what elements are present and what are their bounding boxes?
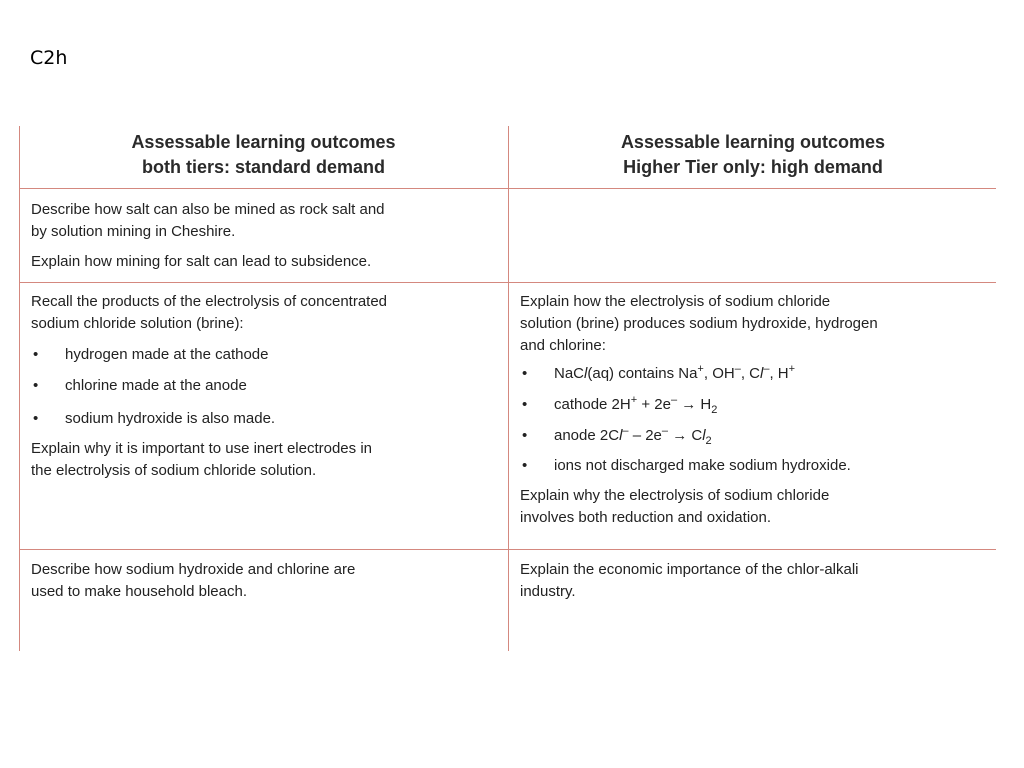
list-item	[520, 425, 992, 447]
bullet-icon: •	[33, 410, 39, 427]
cell-text: Explain the economic importance of the chlor-alkali	[520, 561, 859, 578]
table-column-divider	[508, 126, 509, 651]
cell-text: solution (brine) produces sodium hydroxide, hydrogen	[520, 315, 878, 332]
list-item	[520, 455, 992, 477]
column-header-line: Assessable learning outcomes	[620, 132, 886, 152]
row2-standard-cell	[31, 291, 503, 482]
chem-subscript: 2	[711, 404, 718, 416]
equation-anode	[554, 425, 712, 447]
column-header-line: Assessable learning outcomes	[131, 132, 396, 152]
slide-title: C2h	[30, 47, 68, 69]
chem-text: l	[584, 365, 588, 382]
list-item-text: chlorine made at the anode	[65, 377, 247, 394]
chem-text: cathode 2H	[554, 396, 631, 413]
bullet-icon: •	[33, 346, 39, 363]
chem-text: l	[760, 365, 764, 382]
bullet-icon: •	[522, 396, 528, 413]
row2-higher-cell	[520, 291, 992, 529]
chem-text: l	[619, 427, 623, 444]
cell-text: Describe how salt can also be mined as rock salt and	[31, 201, 385, 218]
list-item-text: sodium hydroxide is also made.	[65, 410, 276, 427]
column-header-standard	[19, 130, 508, 180]
list-item	[520, 363, 992, 385]
cell-text: Explain how mining for salt can lead to subsidence.	[31, 253, 372, 270]
row3-higher-cell	[520, 559, 992, 603]
chem-subscript: 2	[705, 435, 712, 447]
outcomes-table	[19, 126, 996, 651]
column-header-line: both tiers: standard demand	[141, 157, 386, 177]
cell-text: Recall the products of the electrolysis of concentrated	[31, 293, 388, 310]
chem-text: – 2e	[628, 427, 662, 444]
chem-text: , C	[740, 365, 760, 382]
chem-text: → C	[668, 427, 703, 444]
list-item	[520, 394, 992, 416]
chem-text: (aq) contains Na	[587, 365, 698, 382]
list-item	[31, 375, 503, 397]
cell-text: by solution mining in Cheshire.	[31, 223, 236, 240]
cell-text: and chlorine:	[520, 337, 606, 354]
chem-superscript: –	[661, 425, 669, 437]
table-row-divider-1	[19, 282, 996, 283]
list-item-text: hydrogen made at the cathode	[65, 346, 269, 363]
cell-text: involves both reduction and oxidation.	[520, 509, 772, 526]
row1-standard-cell	[31, 199, 503, 273]
equation-nacl	[554, 365, 795, 382]
chem-superscript: –	[622, 425, 629, 437]
chem-superscript: –	[670, 394, 678, 406]
list-item-text: ions not discharged make sodium hydroxide.	[554, 457, 851, 474]
cell-text: Explain why it is important to use inert electrodes in	[31, 440, 372, 457]
chem-text: l	[702, 427, 706, 444]
cell-text: the electrolysis of sodium chloride solution.	[31, 462, 317, 479]
chem-superscript: –	[763, 363, 770, 375]
cell-text: Explain how the electrolysis of sodium chloride	[520, 293, 831, 310]
cell-text: Explain why the electrolysis of sodium chloride	[520, 487, 830, 504]
chem-text: → H	[677, 396, 712, 413]
equation-cathode	[554, 394, 718, 416]
list-item	[31, 344, 503, 366]
bullet-icon: •	[33, 377, 39, 394]
row3-standard-cell	[31, 559, 503, 603]
cell-text: used to make household bleach.	[31, 583, 247, 600]
chem-superscript: –	[734, 363, 741, 375]
chem-superscript: +	[788, 363, 796, 375]
table-left-border	[19, 126, 20, 651]
table-row-divider-2	[19, 549, 996, 550]
cell-text: industry.	[520, 583, 576, 600]
chem-text: , OH	[703, 365, 735, 382]
cell-text: Describe how sodium hydroxide and chlorine are	[31, 561, 356, 578]
column-header-line: Higher Tier only: high demand	[623, 157, 883, 177]
chem-text: + 2e	[637, 396, 671, 413]
list-item	[31, 408, 503, 430]
chem-text: anode 2C	[554, 427, 620, 444]
chem-superscript: +	[697, 363, 704, 375]
chem-text: NaC	[554, 365, 585, 382]
bullet-icon: •	[522, 427, 528, 444]
table-header-divider	[19, 188, 996, 189]
chem-superscript: +	[630, 394, 638, 406]
bullet-icon: •	[522, 365, 528, 382]
column-header-higher	[508, 130, 998, 180]
bullet-icon: •	[522, 457, 528, 474]
chem-text: , H	[769, 365, 789, 382]
cell-text: sodium chloride solution (brine):	[31, 315, 244, 332]
